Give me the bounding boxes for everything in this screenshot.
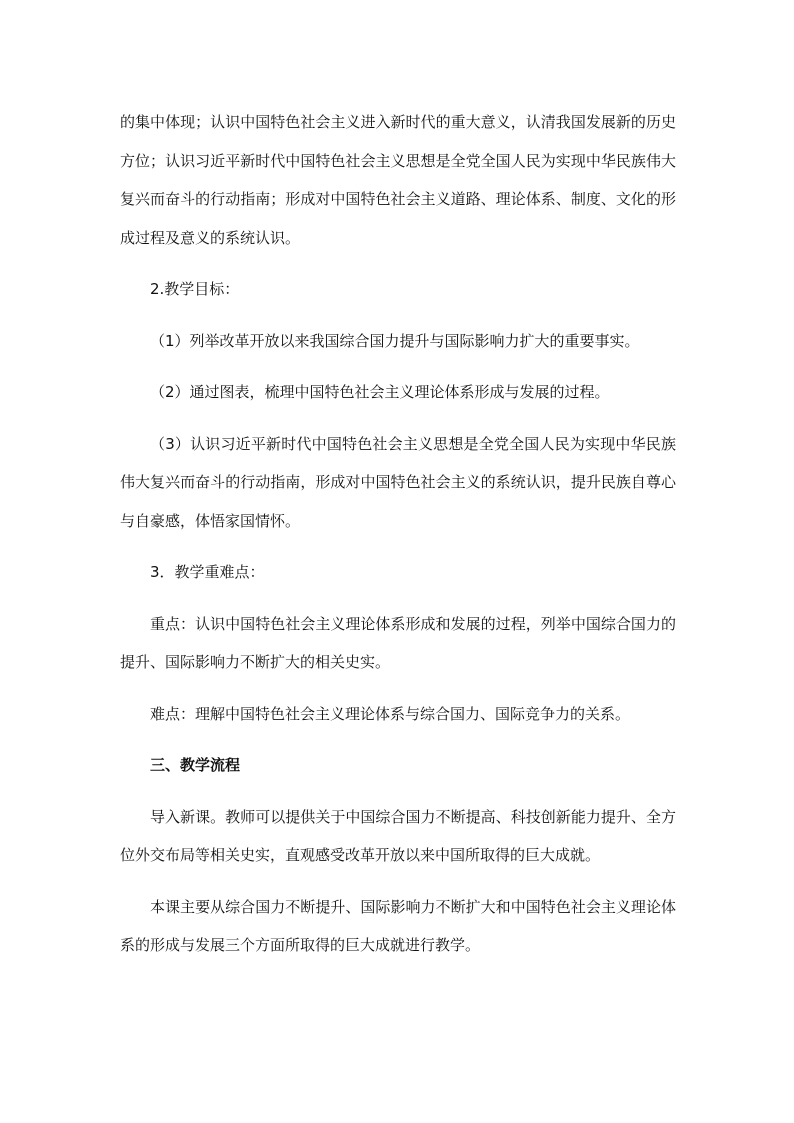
document-body [120,103,676,978]
lesson-introduction: 导入新课。教师可以提供关于中国综合国力不断提高、科技创新能力提升、全方位外交布局等相关史实，直观感受改革开放以来中国所取得的巨大成就。 [120,807,676,864]
heading-teaching-objectives: 2.教学目标： [150,280,240,298]
section-heading-teaching-process: 三、教学流程 [150,756,241,774]
key-point: 重点：认识中国特色社会主义理论体系形成和发展的过程，列举中国综合国力的提升、国际影响力不断扩大的相关史实。 [120,614,676,671]
difficult-point: 难点：理解中国特色社会主义理论体系与综合国力、国际竞争力的关系。 [150,704,631,723]
objective-item-3: （3）认识习近平新时代中国特色社会主义思想是全党全国人民为实现中华民族伟大复兴而奋斗的行动指南，形成对中国特色社会主义的系统认识，提升民族自尊心与自豪感，体悟家国情怀。 [120,434,676,530]
objective-item-2: （2）通过图表，梳理中国特色社会主义理论体系形成与发展的过程。 [150,383,610,401]
heading-key-difficult-points: 3．教学重难点： [150,563,265,581]
paragraph-continuation: 的集中体现；认识中国特色社会主义进入新时代的重大意义，认清我国发展新的历史方位；认识习近平新时代中国特色社会主义思想是全党全国人民为实现中华民族伟大复兴而奋斗的行动指南；形成对中国特色社会主义道路、理论体系、制度、文化的形成过程及意义的系统认识。 [120,113,676,247]
objective-item-1: （1）列举改革开放以来我国综合国力提升与国际影响力扩大的重要事实。 [150,331,640,350]
lesson-scope: 本课主要从综合国力不断提升、国际影响力不断扩大和中国特色社会主义理论体系的形成与发展三个方面所取得的巨大成就进行教学。 [120,897,676,954]
